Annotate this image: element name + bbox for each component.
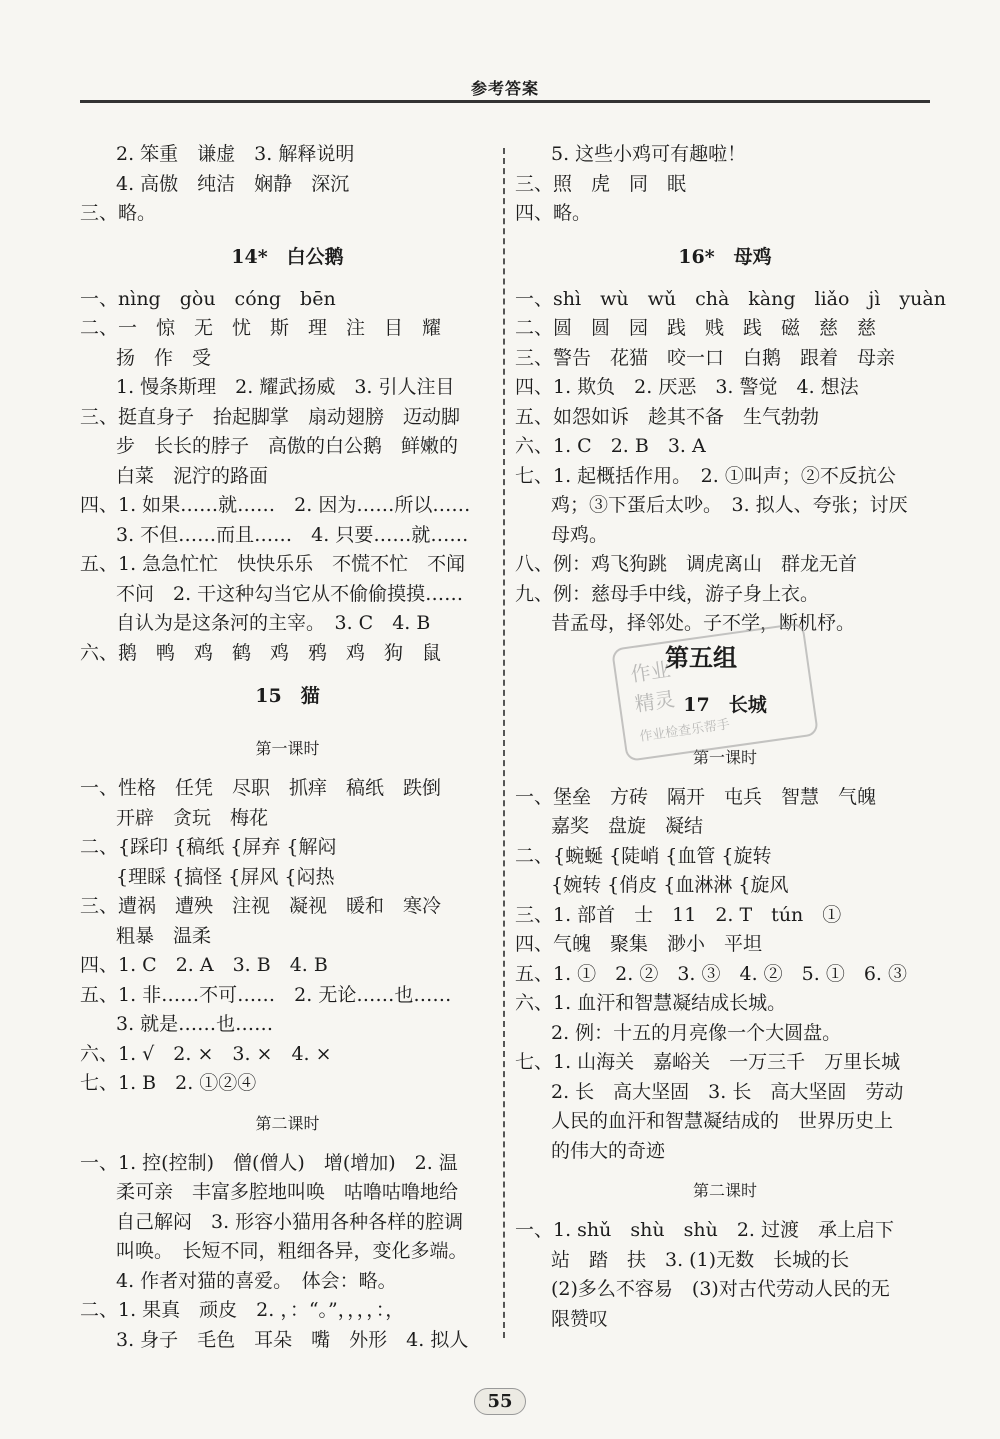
lesson-title: 14* 白公鹅 bbox=[231, 245, 344, 268]
answer-line: 九、例：慈母手中线，游子身上衣。 bbox=[515, 582, 820, 605]
answer-line: (2)多么不容易 (3)对古代劳动人民的无 bbox=[551, 1278, 890, 1300]
answer-line: 二、一 惊 无 忧 斯 理 注 目 耀 bbox=[80, 317, 442, 339]
answer-line: 六、鹅 鸭 鸡 鹤 鸡 鸦 鸡 狗 鼠 bbox=[80, 641, 442, 664]
answer-line: {婉转 {俏皮 {血淋淋 {旋风 bbox=[551, 874, 789, 896]
answer-line: 四、1. 如果……就…… 2. 因为……所以…… bbox=[80, 494, 471, 516]
answer-line: 二、1. 果真 顽皮 2. ，：“。”，，，，：， bbox=[80, 1299, 405, 1321]
answer-line: 开辟 贪玩 梅花 bbox=[116, 806, 269, 829]
answer-line: 母鸡。 bbox=[551, 523, 609, 546]
answer-line: 五、1. 非……不可…… 2. 无论……也…… bbox=[80, 983, 452, 1006]
answer-line: 5. 这些小鸡可有趣啦！ bbox=[551, 143, 747, 165]
answer-line: 扬 作 受 bbox=[116, 346, 212, 369]
answer-line: 3. 身子 毛色 耳朵 嘴 外形 4. 拟人 bbox=[116, 1328, 469, 1351]
answer-line: 五、1. 急急忙忙 快快乐乐 不慌不忙 不闻 bbox=[80, 553, 466, 575]
answer-line: {理睬 {搞怪 {屏风 {闷热 bbox=[116, 865, 335, 888]
answer-line: 五、1. ① 2. ② 3. ③ 4. ② 5. ① 6. ③ bbox=[515, 962, 908, 985]
answer-line: 七、1. B 2. ①②④ bbox=[80, 1072, 257, 1094]
answer-line: 限赞叹 bbox=[551, 1307, 609, 1330]
answer-line: 一、shì wù wǔ chà kàng liǎo jì yuàn bbox=[515, 287, 946, 310]
section-subtitle: 第一课时 bbox=[692, 747, 757, 767]
section-subtitle: 第二课时 bbox=[255, 1113, 320, 1133]
answer-line: 一、1. shǔ shù shù 2. 过渡 承上启下 bbox=[515, 1219, 895, 1241]
answer-line: 3. 不但……而且…… 4. 只要……就…… bbox=[116, 523, 469, 546]
answer-line: 五、如怨如诉 趁其不备 生气勃勃 bbox=[515, 405, 820, 428]
page-footer bbox=[465, 1383, 535, 1419]
answer-line: 三、略。 bbox=[80, 202, 157, 224]
answer-line: 六、1. C 2. B 3. A bbox=[515, 435, 706, 457]
answer-line: 三、警告 花猫 咬一口 白鹅 跟着 母亲 bbox=[515, 346, 896, 369]
answer-line: 1. 慢条斯理 2. 耀武扬威 3. 引人注目 bbox=[116, 376, 455, 398]
answer-line: 二、{踩印 {稿纸 {屏弃 {解闷 bbox=[80, 836, 337, 858]
header-rule bbox=[80, 100, 930, 103]
lesson-title: 16* 母鸡 bbox=[678, 245, 772, 268]
answer-line: 一、1. 控(控制) 僧(僧人) 增(增加) 2. 温 bbox=[80, 1151, 458, 1174]
answer-line: 叫唤。 长短不同，粗细各异，变化多端。 bbox=[116, 1240, 468, 1262]
answer-line: 一、nìng gòu cóng bēn bbox=[80, 287, 336, 310]
answer-line: 三、1. 部首 士 11 2. T tún ① bbox=[515, 903, 842, 926]
answer-line: 四、气魄 聚集 渺小 平坦 bbox=[515, 933, 763, 955]
answer-line: 不问 2. 干这种勾当它从不偷偷摸摸…… bbox=[116, 582, 464, 605]
answer-line: 六、1. √ 2. × 3. × 4. × bbox=[80, 1042, 332, 1065]
answer-line: 六、1. 血汗和智慧凝结成长城。 bbox=[515, 992, 787, 1014]
answer-line: 七、1. 山海关 嘉峪关 一万三千 万里长城 bbox=[515, 1051, 901, 1073]
answer-line: 4. 作者对猫的喜爱。 体会：略。 bbox=[116, 1269, 397, 1292]
answer-line: 一、堡垒 方砖 隔开 屯兵 智慧 气魄 bbox=[515, 785, 877, 808]
group-title-text: 第五组 bbox=[665, 642, 737, 672]
answer-line: 步 长长的脖子 高傲的白公鹅 鲜嫩的 bbox=[116, 435, 459, 457]
answer-line: 八、例：鸡飞狗跳 调虎离山 群龙无首 bbox=[515, 553, 858, 575]
answer-line: 三、挺直身子 抬起脚掌 扇动翅膀 迈动脚 bbox=[80, 405, 461, 428]
page-number: 55 bbox=[474, 1388, 525, 1415]
answer-line: 站 踏 扶 3. (1)无数 长城的长 bbox=[551, 1248, 850, 1271]
lesson-title: 17 长城 bbox=[683, 693, 767, 716]
answer-line: 2. 例：十五的月亮像一个大圆盘。 bbox=[551, 1021, 842, 1044]
answer-line: 二、圆 圆 园 践 贱 践 磁 慈 慈 bbox=[515, 317, 877, 339]
answer-line: 柔可亲 丰富多腔地叫唤 咕噜咕噜地给 bbox=[116, 1181, 459, 1203]
stamp-line-3: 作业检查乐帮手 bbox=[638, 717, 731, 745]
answer-line: 自认为是这条河的主宰。 3. C 4. B bbox=[116, 612, 431, 634]
lesson-title: 15 猫 bbox=[255, 685, 320, 707]
left-column bbox=[80, 140, 495, 1355]
answer-line: 嘉奖 盘旋 凝结 bbox=[551, 815, 704, 837]
answer-line: 四、1. 欺负 2. 厌恶 3. 警觉 4. 想法 bbox=[515, 376, 859, 398]
answer-line: 白菜 泥泞的路面 bbox=[116, 464, 269, 487]
section-subtitle: 第一课时 bbox=[255, 739, 320, 758]
stamp-line-1: 作业 bbox=[629, 657, 673, 687]
answer-line: 二、{蜿蜒 {陡峭 {血管 {旋转 bbox=[515, 844, 772, 867]
section-subtitle: 第二课时 bbox=[692, 1181, 757, 1200]
answer-line: 3. 就是……也…… bbox=[116, 1013, 274, 1035]
answer-line: 三、照 虎 同 眠 bbox=[515, 172, 687, 195]
answer-line: 一、性格 任凭 尽职 抓痒 稿纸 跌倒 bbox=[80, 777, 442, 799]
answer-line: 2. 笨重 谦虚 3. 解释说明 bbox=[116, 143, 355, 165]
header-title: 参考答案 bbox=[470, 79, 539, 98]
answer-line: 粗暴 温柔 bbox=[116, 924, 212, 947]
answer-line: 自己解闷 3. 形容小猫用各种各样的腔调 bbox=[116, 1210, 464, 1233]
answer-line: 的伟大的奇迹 bbox=[551, 1139, 666, 1162]
answer-line: 四、略。 bbox=[515, 202, 592, 224]
answer-line: 人民的血汗和智慧凝结成的 世界历史上 bbox=[551, 1110, 894, 1132]
stamp-line-2: 精灵 bbox=[633, 686, 677, 717]
answer-line: 七、1. 起概括作用。 2. ①叫声；②不反抗公 bbox=[515, 464, 896, 487]
answer-line: 鸡；③下蛋后太吵。 3. 拟人、夸张；讨厌 bbox=[551, 494, 908, 516]
column-divider bbox=[503, 148, 505, 1338]
answer-line: 昔孟母，择邻处。子不学，断机杼。 bbox=[551, 612, 856, 634]
answer-line: 4. 高傲 纯洁 娴静 深沉 bbox=[116, 172, 350, 195]
page-header bbox=[80, 70, 930, 104]
answer-line: 四、1. C 2. A 3. B 4. B bbox=[80, 954, 328, 976]
answer-line: 三、遭祸 遭殃 注视 凝视 暖和 寒冷 bbox=[80, 895, 442, 917]
answer-line: 2. 长 高大坚固 3. 长 高大坚固 劳动 bbox=[551, 1080, 904, 1103]
